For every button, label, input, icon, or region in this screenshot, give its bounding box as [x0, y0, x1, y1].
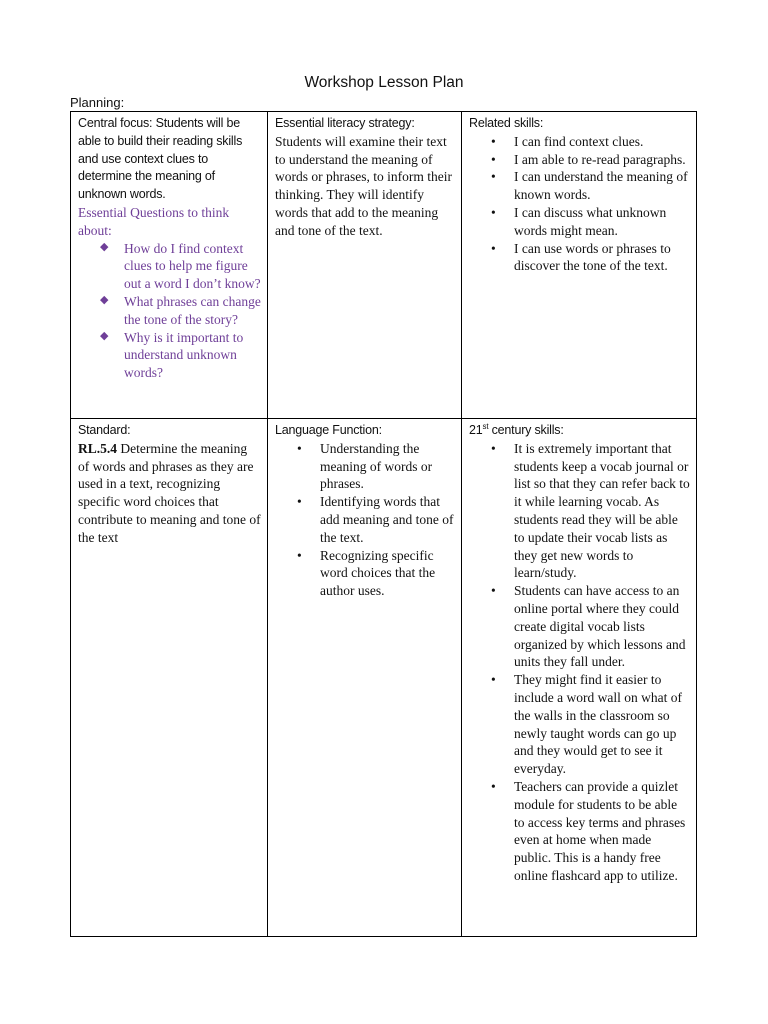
related-skills-list [469, 133, 690, 275]
bullet-icon: • [491, 778, 496, 794]
list-item: • They might find it easier to include a word wall on what of the walls in the classroom so newly taught words can go up and they would get to see it everyday. [491, 672, 682, 777]
table-border-bottom [70, 936, 697, 937]
lesson-plan-table [70, 111, 697, 937]
list-item: ◆ Why is it important to understand unknown words? [100, 329, 244, 381]
cell-central-focus [71, 112, 267, 418]
bullet-icon: • [491, 672, 496, 688]
bullet-icon: • [491, 583, 496, 599]
century-skills-list [469, 440, 690, 885]
standard-text-block [78, 440, 261, 547]
language-function-list [275, 440, 455, 600]
diamond-bullet-icon: ◆ [100, 240, 109, 253]
diamond-bullet-icon: ◆ [100, 293, 109, 306]
central-focus-text: Students will be able to build their reading skills and use context clues to determine the meaning of unknown words. [78, 116, 243, 202]
central-focus-heading: Central focus: [78, 116, 153, 130]
list-item: • Students can have access to an online portal where they could create digital vocab lists organized by which lessons and units they fall under. [491, 583, 686, 670]
standard-code: RL.5.4 [78, 440, 118, 456]
literacy-strategy-text: Students will examine their text to understand the meaning of words or phrases, to inform their thinking. They will identify words that add to the meaning and tone of the text. [275, 133, 452, 238]
list-item: • I can understand the meaning of known words. [491, 169, 688, 203]
bullet-icon: • [491, 204, 496, 220]
bullet-icon: • [491, 440, 496, 456]
list-item: • I can find context clues. [491, 133, 644, 149]
list-item: • It is extremely important that students keep a vocab journal or list so that they can refer back to it while learning vocab. As students read they will be able to update their vocab lists as they get new words to learn/study. [491, 440, 690, 581]
standard-text: Determine the meaning of words and phrases as they are used in a text, recognizing specific word choices that contribute to meaning and tone of the text [78, 440, 261, 545]
bullet-icon: • [491, 169, 496, 185]
table-border-right [696, 111, 697, 937]
list-item: ◆ How do I find context clues to help me figure out a word I don’t know? [100, 240, 261, 292]
century-skills-heading: 21st century skills: [469, 422, 564, 437]
essential-questions-list [78, 240, 261, 382]
list-item: ◆ What phrases can change the tone of the story? [100, 293, 261, 327]
list-item: • Identifying words that add meaning and tone of the text. [297, 494, 454, 545]
list-item: • Understanding the meaning of words or phrases. [297, 440, 433, 492]
standard-heading: Standard: [78, 423, 131, 437]
list-item: • I can discuss what unknown words might mean. [491, 204, 667, 238]
list-item: • I can use words or phrases to discover the tone of the text. [491, 240, 671, 274]
bullet-icon: • [297, 547, 302, 563]
bullet-icon: • [491, 151, 496, 167]
cell-related-skills [462, 112, 696, 418]
bullet-icon: • [297, 440, 302, 456]
bullet-icon: • [297, 494, 302, 510]
diamond-bullet-icon: ◆ [100, 329, 109, 342]
language-function-heading: Language Function: [275, 423, 382, 437]
cell-century-skills [462, 419, 696, 936]
essential-questions-heading: Essential Questions to think about: [78, 204, 230, 238]
document-title: Workshop Lesson Plan [304, 74, 464, 91]
list-item: • I am able to re-read paragraphs. [491, 151, 686, 167]
related-skills-heading: Related skills: [469, 116, 544, 130]
list-item: • Recognizing specific word choices that the author uses. [297, 547, 436, 599]
literacy-strategy-heading: Essential literacy strategy: [275, 116, 415, 130]
cell-literacy-strategy [268, 112, 461, 418]
cell-language-function [268, 419, 461, 936]
cell-standard [71, 419, 267, 936]
planning-label: Planning: [70, 95, 125, 110]
list-item: • Teachers can provide a quizlet module for students to be able to access key terms and phrases even at home when made public. This is a handy free online flashcard app to utilize. [491, 778, 686, 883]
bullet-icon: • [491, 133, 496, 149]
bullet-icon: • [491, 240, 496, 256]
